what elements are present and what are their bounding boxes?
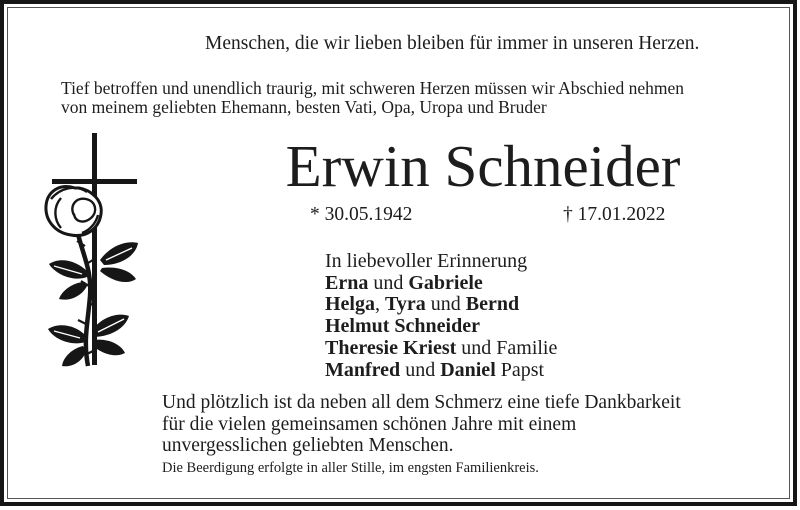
mourner-name: Gabriele [408, 271, 483, 294]
gratitude-line: unvergesslichen geliebten Menschen. [162, 435, 454, 456]
mourner-name: Helga [325, 293, 375, 316]
mourner-name: Tyra [385, 293, 426, 316]
mourner-text: und Familie [456, 336, 558, 359]
intro-line: Tief betroffen und unendlich traurig, mit schweren Herzen müssen wir Abschied nehmen [61, 78, 685, 98]
epigraph: Menschen, die wir lieben bleiben für immer in unseren Herzen. [205, 33, 700, 54]
mourner-text: und [368, 271, 409, 294]
gratitude-text [162, 392, 681, 457]
mourner-name: Bernd [465, 293, 520, 316]
mourner-lines [325, 273, 557, 382]
mourner-line [325, 338, 557, 360]
mourner-line [325, 273, 557, 295]
intro-text [61, 79, 684, 117]
mourner-text: und [400, 358, 441, 381]
cross-with-rose-icon [30, 118, 190, 378]
memorial-block [325, 251, 557, 381]
funeral-note: Die Beerdigung erfolgte in aller Stille, im engsten Familienkreis. [162, 460, 539, 476]
intro-line: von meinem geliebten Ehemann, besten Vati, Opa, Uropa und Bruder [61, 97, 547, 117]
mourner-name: Manfred [325, 358, 401, 381]
mourner-text: und [425, 293, 466, 316]
gratitude-line: für die vielen gemeinsamen schönen Jahre mit einem [162, 413, 577, 435]
mourner-name: Theresie Kriest [325, 336, 457, 359]
mourner-name: Erna [325, 271, 369, 294]
mourner-line [325, 316, 557, 338]
death-date: † 17.01.2022 [563, 204, 666, 225]
mourner-text: , [375, 293, 385, 316]
mourner-line [325, 294, 557, 316]
memorial-heading: In liebevoller Erinnerung [325, 250, 528, 272]
mourner-text: Papst [495, 358, 545, 381]
gratitude-line: Und plötzlich ist da neben all dem Schmerz eine tiefe Dankbarkeit [162, 392, 681, 413]
mourner-line [325, 360, 557, 382]
deceased-name: Erwin Schneider [285, 133, 681, 199]
mourner-name: Helmut Schneider [325, 315, 480, 338]
mourner-name: Daniel [440, 358, 496, 381]
birth-date: * 30.05.1942 [310, 204, 413, 225]
